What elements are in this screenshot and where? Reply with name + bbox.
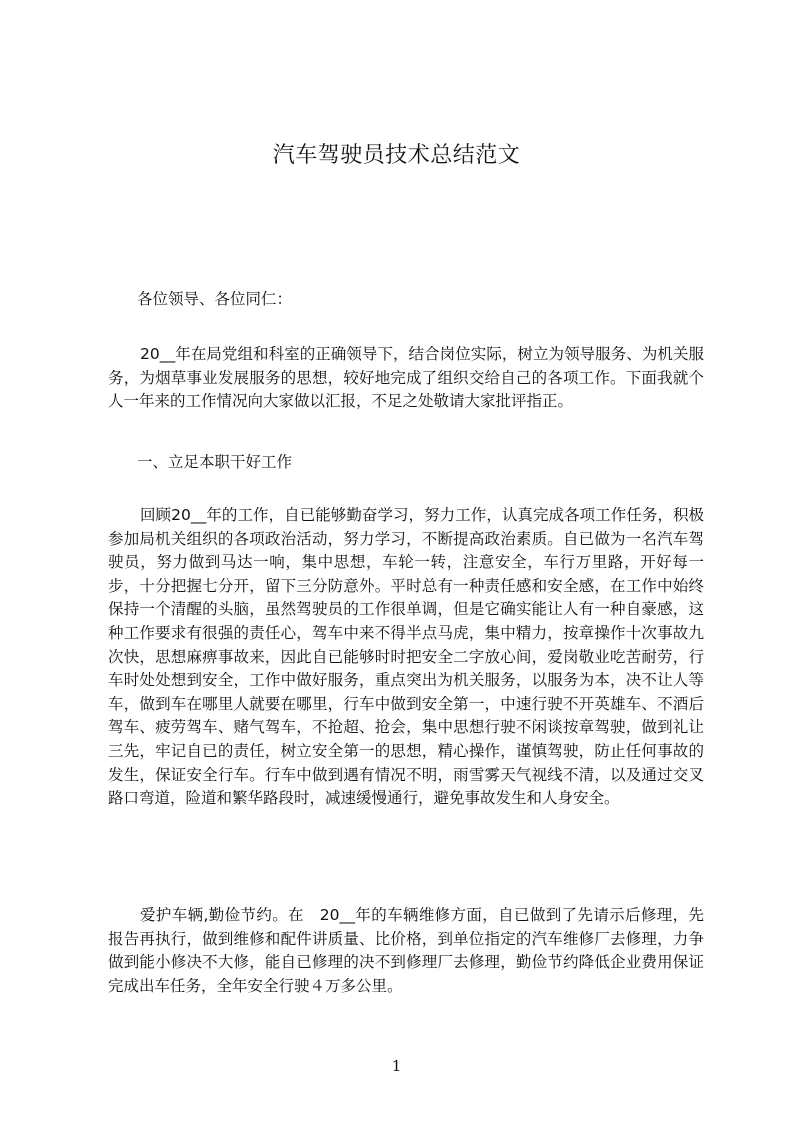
section-heading: 一、立足本职干好工作 [137, 453, 293, 471]
document-title: 汽车驾驶员技术总结范文 [272, 143, 521, 168]
paragraph-intro: 20__年在局党组和科室的正确领导下，结合岗位实际，树立为领导服务、为机关服务，为烟草事业发展服务的思想，较好地完成了组织交给自己的各项工作。下面我就个人一年来的工作情况向大家做以汇报，不足之处敬请大家批评指正。 [108, 345, 704, 411]
paragraph-work-review: 回顾20__年的工作，自已能够勤奋学习，努力工作，认真完成各项工作任务，积极参加局机关组织的各项政治活动，努力学习，不断提高政治素质。自已做为一名汽车驾驶员，努力做到马达一响，集中思想，车轮一转，注意安全，车行万里路，开好每一步，十分把握七分开，留下三分防意外。平时总有一种责任感和安全感，在工作中始终保持一个清醒的头脑，虽然驾驶员的工作很单调，但是它确实能让人有一种自豪感，这种工作要求有很强的责任心，驾车中来不得半点马虎，集中精力，按章操作十次事故九次快，思想麻痹事故来，因此自已能够时时把安全二字放心间，爱岗敬业吃苦耐劳，行车时处处想到安全，工作中做好服务，重点突出为机关服务，以服务为本，决不让人等车，做到车在哪里人就要在哪里，行车中做到安全第一，中速行驶不开英雄车、不酒后驾车、疲劳驾车、赌气驾车，不抢超、抢会，集中思想行驶不闲谈按章驾驶，做到礼让三先，牢记自已的责任，树立安全第一的思想，精心操作，谨慎驾驶，防止任何事故的发生，保证安全行车。行车中做到遇有情况不明，雨雪雾天气视线不清，以及通过交叉路口弯道，险道和繁华路段时，减速缓慢通行，避免事故发生和人身安全。 [108, 506, 704, 808]
salutation: 各位领导、各位同仁： [137, 290, 293, 308]
paragraph-vehicle-care: 爱护车辆,勤俭节约。在 20__年的车辆维修方面，自已做到了先请示后修理，先报告再执行，做到维修和配件讲质量、比价格，到单位指定的汽车维修厂去修理，力争做到能小修决不大修，能自已修理的决不到修理厂去修理，勤俭节约降低企业费用保证完成出车任务，全年安全行驶４万多公里。 [108, 906, 704, 995]
page-number: 1 [391, 1057, 402, 1075]
